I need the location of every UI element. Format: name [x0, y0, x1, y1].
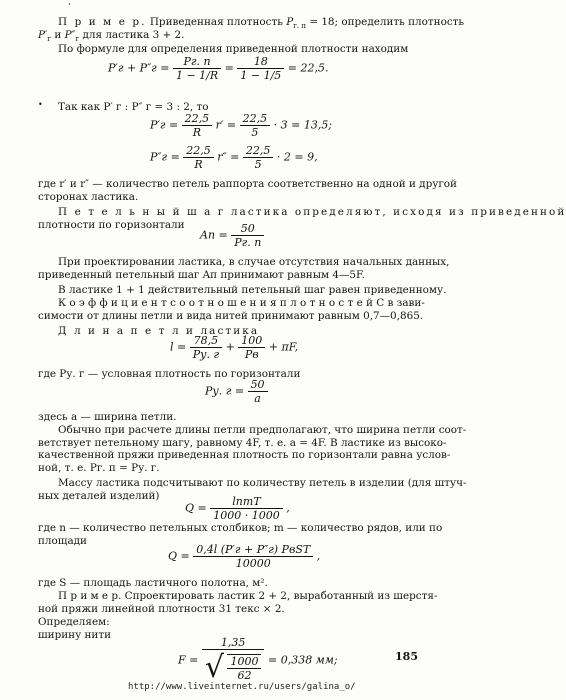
formula-result: · 3 = 13,5; — [273, 118, 333, 132]
text-line: ной пряжи линейной плотности 31 текс × 2. — [38, 603, 285, 615]
formula-part: P′г = — [150, 118, 179, 132]
fraction — [240, 112, 271, 139]
numerator: Pг. п — [173, 55, 221, 69]
formula-part: r″ = — [217, 150, 240, 164]
text-line: Обычно при расчете длины петли предполагают, что ширина петли соот- — [58, 424, 467, 436]
square-root — [205, 650, 262, 685]
formula-3 — [150, 144, 318, 171]
fraction — [173, 55, 221, 82]
formula-8 — [168, 543, 320, 570]
text-fragment: для ластика 3 + 2. — [82, 29, 185, 41]
text-line: К о э ф ф и ц и е н т с о о т н о ш е н и я п л о т н о с т е й C в зави- — [58, 297, 425, 309]
page-number: 185 — [395, 650, 418, 663]
example-intro: П р и м е р. Приведенная плотность $P_{г. п} = 18$; определить плотность — [58, 16, 465, 31]
denominator — [202, 650, 265, 685]
formula-result: = 22,5. — [287, 61, 329, 75]
denominator: Pв — [244, 348, 259, 361]
formula-part: Pу. г = — [205, 384, 245, 398]
paragraph-design — [38, 256, 449, 281]
numerator: 18 — [237, 55, 284, 69]
paragraph-one-plus-one — [58, 284, 446, 297]
text-fragment: По формуле для определения приведенной плотности находим — [58, 43, 409, 55]
fraction — [227, 655, 261, 682]
text-fragment: Так как P′ г : P″ г = 3 : 2, то — [58, 101, 209, 113]
numerator: 1,35 — [202, 636, 265, 650]
text-line: П р и м е р. Спроектировать ластик 2 + 2, выработанный из шерстя- — [58, 590, 438, 602]
paragraph-area — [38, 577, 268, 590]
yarn-width-label — [38, 629, 111, 642]
text-fragment: Приведенная плотность — [149, 16, 283, 28]
example-two — [58, 590, 437, 603]
paragraph-loop-step-2 — [38, 219, 185, 232]
fraction — [202, 636, 265, 685]
formula-part: = — [224, 61, 234, 75]
radical-sign: √ — [204, 650, 224, 685]
formula-result: = 0,338 мм; — [267, 653, 338, 667]
formula-part: , — [286, 501, 290, 515]
numerator: 0,4l (P′г + P″г) PвST — [193, 543, 313, 557]
denominator: 1000 · 1000 — [213, 509, 280, 522]
text-fragment: и — [54, 29, 62, 41]
numerator: 22,5 — [240, 112, 271, 126]
denominator: 1 − 1/R — [175, 69, 219, 82]
formula-part: Q = — [168, 549, 190, 563]
text-line: Массу ластика подсчитывают по количеству петель в изделии (для штуч- — [58, 477, 467, 489]
numerator: 22,5 — [182, 112, 213, 126]
text-line: качественной пряжи приведенная плотность по горизонтали равна услов- — [38, 449, 451, 462]
example-label: П р и м е р. — [58, 16, 147, 28]
fraction — [243, 144, 274, 171]
formula-part: + πF, — [268, 340, 299, 354]
denominator: 5 — [251, 126, 259, 139]
fraction — [182, 112, 213, 139]
paragraph-usually — [38, 424, 466, 474]
formula-result: · 2 = 9, — [276, 150, 318, 164]
text-line: симости от длины петли и вида нитей принимают равным 0,7—0,865. — [38, 309, 424, 322]
text-line: где n — количество петельных столбиков; m — количество рядов, или по — [38, 522, 443, 534]
text-line: где Pу. г — условная плотность по горизонтали — [38, 368, 301, 380]
formula-2 — [150, 112, 332, 139]
formula-part: r′ = — [215, 118, 237, 132]
formula-4 — [200, 222, 264, 249]
formula-part: F = — [178, 653, 199, 667]
numerator: 100 — [238, 334, 265, 348]
text-line: приведенный петельный шаг Aп принимают равным 4—5F. — [38, 268, 365, 281]
formula-part: , — [316, 549, 321, 563]
numerator: 22,5 — [183, 144, 214, 158]
formula-1 — [108, 55, 329, 82]
numerator: 50 — [248, 378, 268, 392]
paragraph-loop-width — [38, 411, 176, 424]
paragraph-loop-step — [58, 206, 566, 219]
text-line: Д л и н а п е т л и ластика — [58, 325, 260, 337]
text-line: При проектировании ластика, в случае отсутствия начальных данных, — [58, 256, 450, 268]
scan-mark: • — [38, 100, 43, 109]
formula-9 — [178, 636, 338, 685]
formula-part: + — [225, 340, 235, 354]
text-line: сторонах ластика. — [38, 190, 139, 203]
fraction — [183, 144, 214, 171]
watermark-url: http://www.liveinternet.ru/users/galina_o/ — [128, 682, 356, 692]
formula-part: P′г + P″г = — [108, 61, 170, 75]
denominator: R — [192, 126, 202, 139]
formula-part: l = — [170, 340, 187, 354]
fraction — [193, 543, 313, 570]
fraction — [237, 55, 284, 82]
denominator: Pу. г — [192, 348, 220, 361]
fraction — [248, 378, 268, 405]
text-line: площади — [38, 534, 87, 547]
denominator: 5 — [254, 158, 262, 171]
text-fragment: = 18; определить плотность — [309, 16, 465, 28]
text-line: ширину нити — [38, 629, 112, 641]
formula-part: Aп = — [200, 228, 228, 242]
formula-7 — [185, 495, 290, 522]
formula-6 — [205, 378, 268, 405]
fraction — [231, 222, 264, 249]
paragraph-coefficient — [38, 297, 425, 322]
radicand — [227, 654, 261, 682]
text-line: ных деталей изделий) — [38, 489, 160, 502]
example-intro-line2: $P'_г$ и $P''_г$ для ластика 3 + 2. — [38, 29, 185, 44]
text-line: Определяем: — [38, 616, 110, 628]
text-line: плотности по горизонтали — [38, 219, 185, 231]
denominator: 1 − 1/5 — [240, 69, 282, 82]
denominator: 10000 — [235, 557, 271, 570]
text-line: В ластике 1 + 1 действительный петельный шаг равен приведенному. — [58, 284, 447, 296]
paragraph-rapport — [38, 178, 457, 203]
formula-part: Q = — [185, 501, 207, 515]
scan-mark: ʻ — [68, 2, 71, 11]
formula-part: P″г = — [150, 150, 180, 164]
numerator: 1000 — [227, 655, 261, 669]
denominator: 62 — [237, 668, 252, 682]
denominator: R — [194, 158, 203, 171]
fraction — [190, 334, 222, 361]
example-two-line2 — [38, 603, 285, 616]
numerator: lnmT — [210, 495, 282, 509]
fraction — [210, 495, 282, 522]
define-label — [38, 616, 110, 629]
text-line: П е т е л ь н ы й ш а г ластика определяют, исходя из приведенной — [58, 206, 566, 218]
numerator: 78,5 — [190, 334, 222, 348]
text-line: где S — площадь ластичного полотна, м². — [38, 577, 268, 589]
formula-5 — [170, 334, 298, 361]
text-line: здесь a — ширина петли. — [38, 411, 177, 423]
fraction — [238, 334, 265, 361]
numerator: 50 — [231, 222, 264, 236]
denominator: a — [254, 392, 261, 405]
formula-intro — [58, 43, 408, 56]
text-line: ветствует петельному шагу, равному 4F, т. е. a = 4F. В ластике из высоко- — [38, 436, 447, 449]
text-line: где r′ и r″ — количество петель раппорта соответственно на одной и другой — [38, 178, 457, 190]
denominator: Pг. п — [234, 236, 262, 249]
text-line: ной, т. е. Pг. п = Pу. г. — [38, 461, 160, 474]
numerator: 22,5 — [243, 144, 274, 158]
